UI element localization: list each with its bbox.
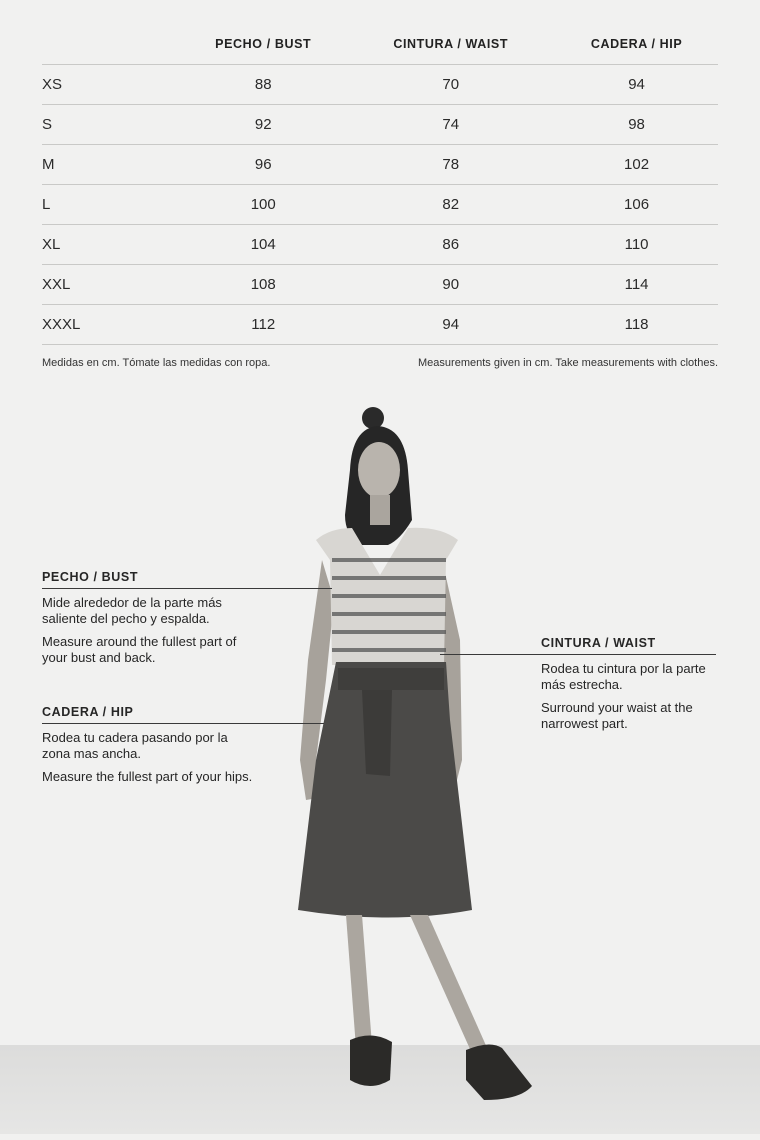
table-row xyxy=(42,185,718,225)
table-row xyxy=(42,65,718,105)
cell-bust: 100 xyxy=(158,185,368,225)
cell-bust: 112 xyxy=(158,305,368,345)
cell-hip: 98 xyxy=(533,105,718,145)
size-table xyxy=(42,24,718,345)
header-hip: CADERA / HIP xyxy=(590,37,683,51)
bust-annotation xyxy=(42,569,257,673)
hip-text-es: Rodea tu cadera pasando por la zona mas ancha. xyxy=(42,730,228,761)
cell-size: M xyxy=(42,145,158,185)
cell-waist: 78 xyxy=(368,145,533,185)
cell-hip: 118 xyxy=(533,305,718,345)
header-waist: CINTURA / WAIST xyxy=(393,37,509,51)
cell-waist: 86 xyxy=(368,225,533,265)
cell-waist: 94 xyxy=(368,305,533,345)
cell-hip: 94 xyxy=(533,65,718,105)
header-size xyxy=(42,24,158,65)
hip-annotation xyxy=(42,704,257,792)
cell-size: XXL xyxy=(42,265,158,305)
waist-heading: CINTURA / WAIST xyxy=(541,636,656,650)
table-row xyxy=(42,105,718,145)
cell-waist: 74 xyxy=(368,105,533,145)
table-row xyxy=(42,265,718,305)
cell-bust: 96 xyxy=(158,145,368,185)
cell-waist: 90 xyxy=(368,265,533,305)
cell-hip: 110 xyxy=(533,225,718,265)
waist-text-en: Surround your waist at the narrowest part. xyxy=(541,700,693,731)
table-row xyxy=(42,225,718,265)
cell-bust: 104 xyxy=(158,225,368,265)
cell-size: XS xyxy=(42,65,158,105)
hip-heading: CADERA / HIP xyxy=(42,705,134,719)
waist-text-es: Rodea tu cintura por la parte más estrecha. xyxy=(541,661,706,692)
cell-size: XL xyxy=(42,225,158,265)
cell-hip: 114 xyxy=(533,265,718,305)
table-row xyxy=(42,145,718,185)
cell-hip: 102 xyxy=(533,145,718,185)
cell-size: L xyxy=(42,185,158,225)
waist-annotation xyxy=(541,635,721,739)
cell-waist: 70 xyxy=(368,65,533,105)
table-header-row xyxy=(42,24,718,65)
cell-bust: 92 xyxy=(158,105,368,145)
cell-bust: 108 xyxy=(158,265,368,305)
hip-text-en: Measure the fullest part of your hips. xyxy=(42,769,253,784)
cell-waist: 82 xyxy=(368,185,533,225)
bust-heading: PECHO / BUST xyxy=(42,570,139,584)
bust-text-es: Mide alrededor de la parte más saliente del pecho y espalda. xyxy=(42,595,222,626)
cell-hip: 106 xyxy=(533,185,718,225)
header-bust: PECHO / BUST xyxy=(215,37,312,51)
note-spanish: Medidas en cm. Tómate las medidas con ropa. xyxy=(42,357,271,369)
cell-size: XXXL xyxy=(42,305,158,345)
bust-text-en: Measure around the fullest part of your bust and back. xyxy=(42,634,237,665)
note-english: Measurements given in cm. Take measurements with clothes. xyxy=(418,357,718,369)
cell-size: S xyxy=(42,105,158,145)
table-row xyxy=(42,305,718,345)
table-body xyxy=(42,65,718,345)
cell-bust: 88 xyxy=(158,65,368,105)
